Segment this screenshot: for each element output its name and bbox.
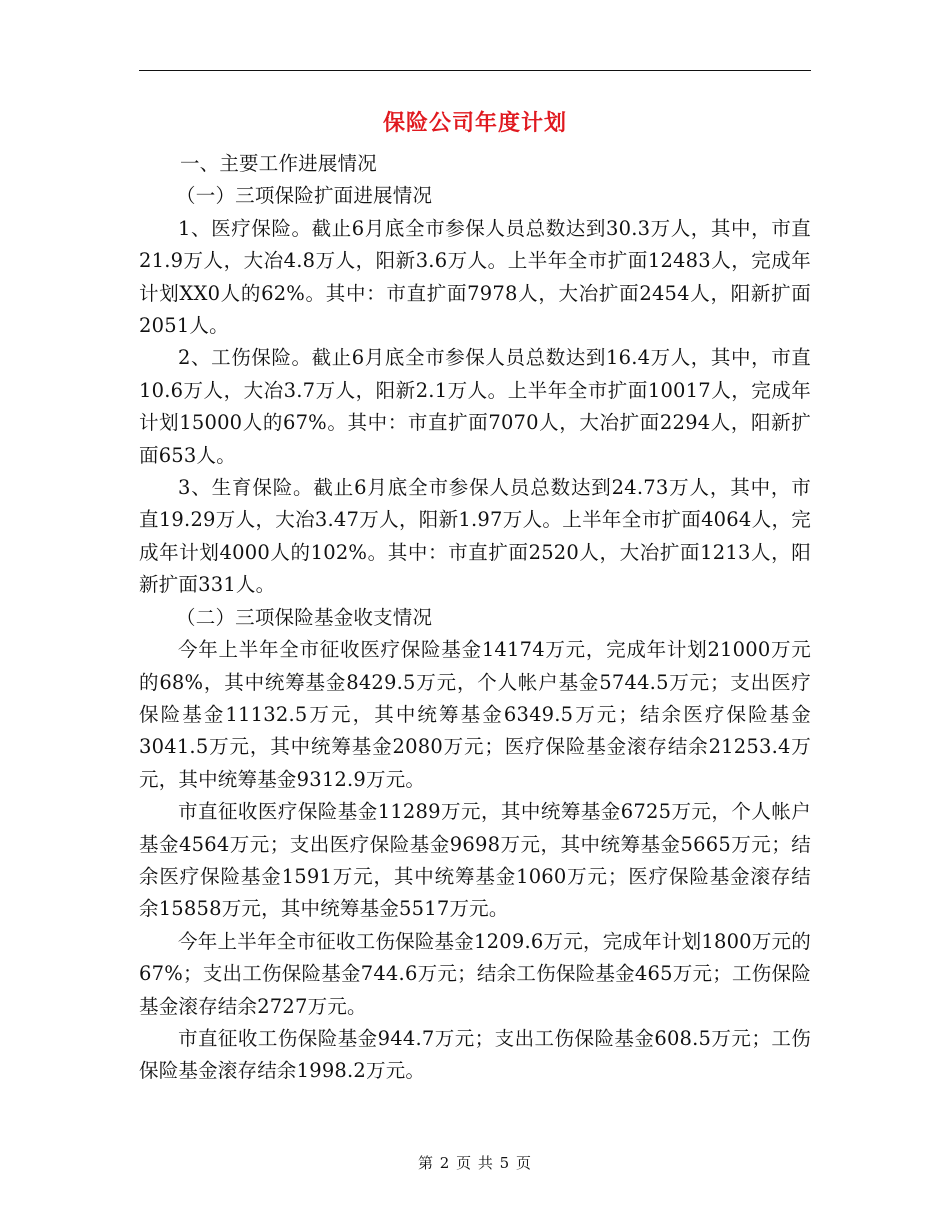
subsection-heading: （二）三项保险基金收支情况 [176,605,433,629]
paragraph-injury-fund-city: 今年上半年全市征收工伤保险基金1209.6万元，完成年计划1800万元的67%；支出工伤保险基金744.6万元；结余工伤保险基金465万元；工伤保险基金滚存结余2727万元。 [139,929,811,1018]
paragraph-medical-fund-city: 今年上半年全市征收医疗保险基金14174万元，完成年计划21000万元的68%，其中统筹基金8429.5万元，个人帐户基金5744.5万元；支出医疗保险基金11132.5万元，其中统筹基金6349.5万元；结余医疗保险基金3041.5万元，其中统筹基金2080万元；医疗保险基金滚存结余21253.4万元，其中统筹基金9312.9万元。 [139,638,811,791]
subsection-heading: （一）三项保险扩面进展情况 [176,184,433,208]
paragraph-medical-insurance: 1、医疗保险。截止6月底全市参保人员总数达到30.3万人，其中，市直21.9万人，大冶4.8万人，阳新3.6万人。上半年全市扩面12483人，完成年计划XX0人的62%。其中：市直扩面7978人，大冶扩面2454人，阳新扩面2051人。 [139,216,811,338]
paragraph-injury-fund-direct: 市直征收工伤保险基金944.7万元；支出工伤保险基金608.5万元；工伤保险基金滚存结余1998.2万元。 [139,1026,811,1083]
section-heading: 一、主要工作进展情况 [179,152,377,175]
page-footer: 第 2 页 共 5 页 [418,1154,532,1172]
header-rule [139,70,811,71]
paragraph-work-injury-insurance: 2、工伤保险。截止6月底全市参保人员总数达到16.4万人，其中，市直10.6万人，大冶3.7万人，阳新2.1万人。上半年全市扩面10017人，完成年计划15000人的67%。其中：市直扩面7070人，大冶扩面2294人，阳新扩面653人。 [139,346,811,467]
paragraph-maternity-insurance: 3、生育保险。截止6月底全市参保人员总数达到24.73万人，其中，市直19.29万人，大冶3.47万人，阳新1.97万人。上半年全市扩面4064人，完成年计划4000人的102%。其中：市直扩面2520人，大冶扩面1213人，阳新扩面331人。 [139,476,811,597]
paragraph-medical-fund-direct: 市直征收医疗保险基金11289万元，其中统筹基金6725万元，个人帐户基金4564万元；支出医疗保险基金9698万元，其中统筹基金5665万元；结余医疗保险基金1591万元，其中统筹基金1060万元；医疗保险基金滚存结余15858万元，其中统筹基金5517万元。 [139,800,811,921]
document-title: 保险公司年度计划 [382,111,567,136]
document-body [139,148,811,1088]
